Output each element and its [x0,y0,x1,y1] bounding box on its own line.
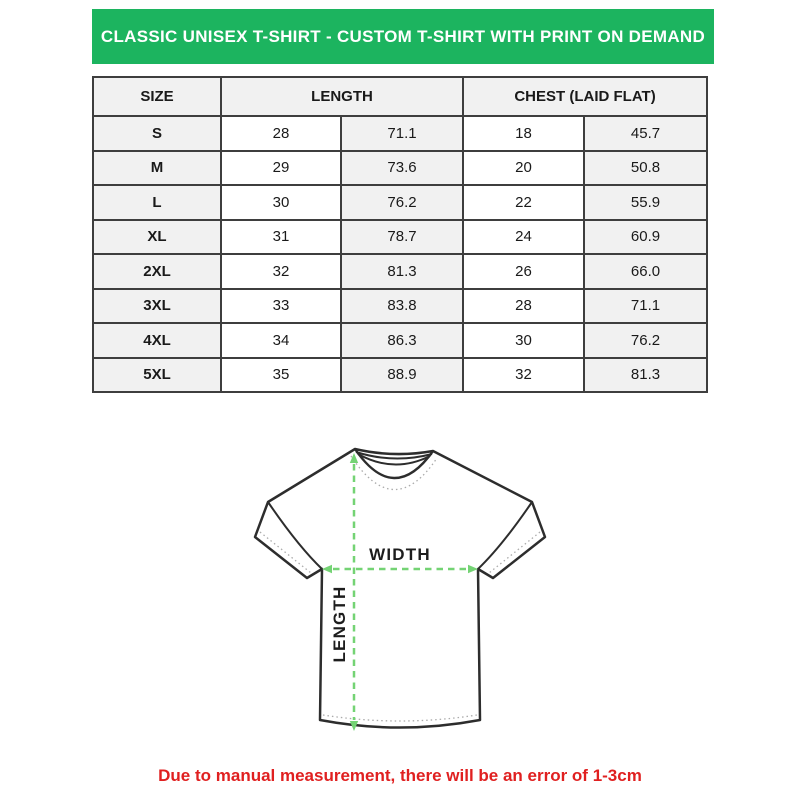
chest-in-cell: 24 [463,220,584,255]
size-cell: S [93,116,221,151]
length-in-cell: 35 [221,358,341,393]
chest-cm-cell: 45.7 [584,116,707,151]
table-row [93,220,707,255]
col-header-size: SIZE [93,77,221,116]
size-cell: 4XL [93,323,221,358]
chest-in-cell: 28 [463,289,584,324]
table-row [93,323,707,358]
tshirt-measurement-diagram [250,443,550,743]
table-row [93,151,707,186]
size-cell: 2XL [93,254,221,289]
length-cm-cell: 78.7 [341,220,463,255]
chest-in-cell: 18 [463,116,584,151]
chest-in-cell: 20 [463,151,584,186]
chest-cm-cell: 55.9 [584,185,707,220]
table-row [93,358,707,393]
chest-in-cell: 22 [463,185,584,220]
length-in-cell: 28 [221,116,341,151]
title-banner [92,9,714,64]
size-chart-table [92,76,708,393]
size-cell: M [93,151,221,186]
chest-cm-cell: 81.3 [584,358,707,393]
length-cm-cell: 86.3 [341,323,463,358]
length-in-cell: 30 [221,185,341,220]
page-title: CLASSIC UNISEX T-SHIRT - CUSTOM T-SHIRT WITH PRINT ON DEMAND [100,26,706,46]
chest-cm-cell: 60.9 [584,220,707,255]
length-cm-cell: 88.9 [341,358,463,393]
length-in-cell: 34 [221,323,341,358]
table-row [93,289,707,324]
length-cm-cell: 83.8 [341,289,463,324]
size-cell: 3XL [93,289,221,324]
chest-in-cell: 26 [463,254,584,289]
col-header-chest: CHEST (LAID FLAT) [463,77,707,116]
chest-cm-cell: 66.0 [584,254,707,289]
length-label: LENGTH [330,585,349,663]
width-label: WIDTH [369,545,431,564]
chest-in-cell: 32 [463,358,584,393]
table-row [93,185,707,220]
length-cm-cell: 73.6 [341,151,463,186]
header-row [93,77,707,116]
table-row [93,254,707,289]
chest-cm-cell: 76.2 [584,323,707,358]
measurement-error-note: Due to manual measurement, there will be an error of 1-3cm [158,766,642,785]
length-in-cell: 32 [221,254,341,289]
length-in-cell: 33 [221,289,341,324]
chest-in-cell: 30 [463,323,584,358]
tshirt-outline [255,449,545,728]
col-header-length: LENGTH [221,77,463,116]
length-in-cell: 31 [221,220,341,255]
size-cell: XL [93,220,221,255]
size-cell: L [93,185,221,220]
chest-cm-cell: 50.8 [584,151,707,186]
length-cm-cell: 81.3 [341,254,463,289]
size-cell: 5XL [93,358,221,393]
length-in-cell: 29 [221,151,341,186]
chest-cm-cell: 71.1 [584,289,707,324]
length-cm-cell: 76.2 [341,185,463,220]
length-cm-cell: 71.1 [341,116,463,151]
table-row [93,116,707,151]
